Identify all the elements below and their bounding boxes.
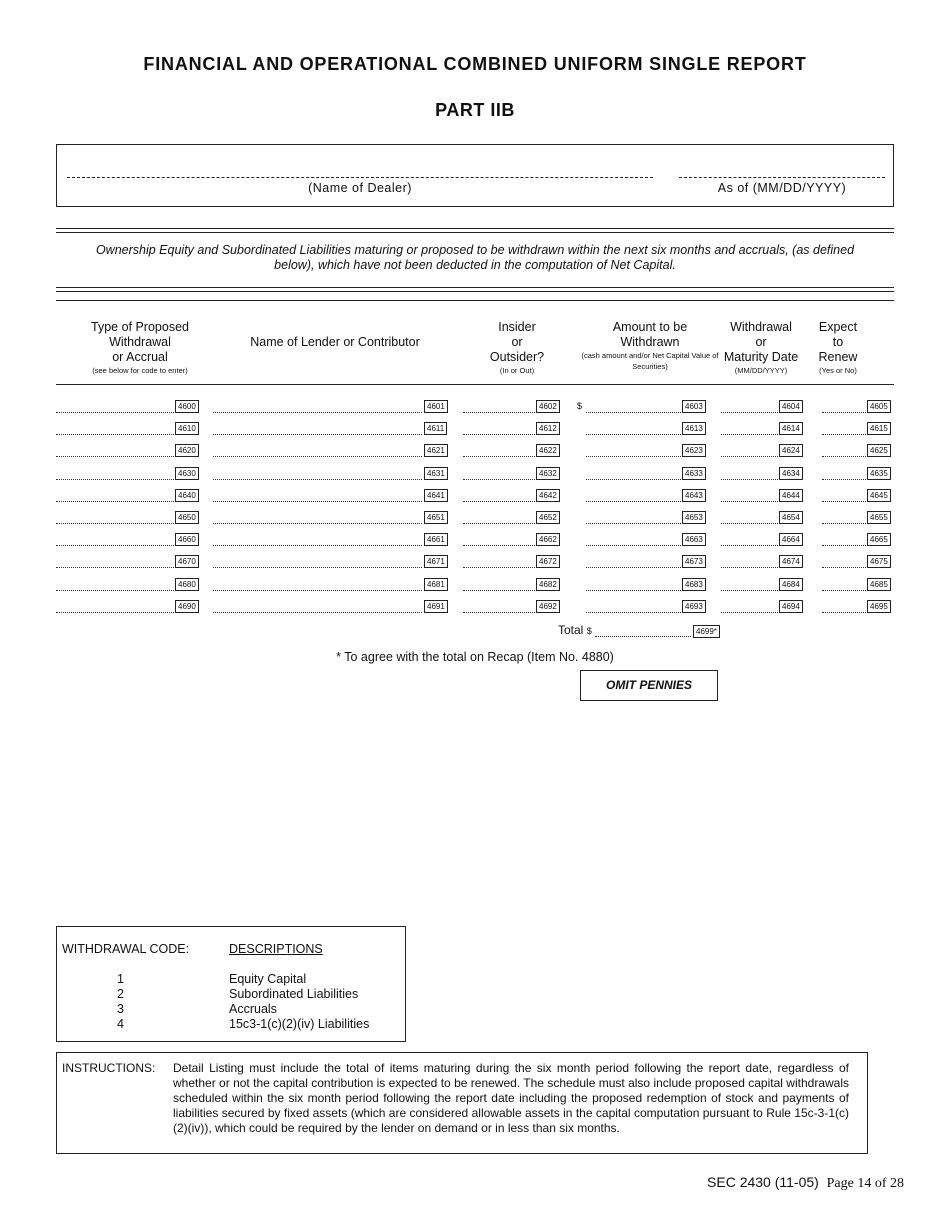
item-code-box: 4614 bbox=[779, 422, 803, 435]
entry-field[interactable] bbox=[721, 434, 778, 435]
entry-field[interactable] bbox=[56, 501, 174, 502]
item-code-box: 4661 bbox=[424, 533, 448, 546]
total-code-box: 4699* bbox=[693, 625, 720, 638]
header-divider bbox=[56, 384, 894, 385]
entry-field[interactable] bbox=[213, 456, 422, 457]
item-code-box: 4684 bbox=[779, 578, 803, 591]
item-code-box: 4674 bbox=[779, 555, 803, 568]
total-row bbox=[558, 623, 592, 637]
entry-field[interactable] bbox=[586, 501, 681, 502]
item-code-box: 4665 bbox=[867, 533, 891, 546]
column-header-note: (MM/DD/YYYY) bbox=[734, 366, 788, 375]
entry-field[interactable] bbox=[213, 567, 422, 568]
item-code-box: 4675 bbox=[867, 555, 891, 568]
withdrawal-code: 3 bbox=[117, 1002, 124, 1016]
item-code-box: 4624 bbox=[779, 444, 803, 457]
column-header bbox=[580, 320, 720, 372]
item-code-box: 4641 bbox=[424, 489, 448, 502]
entry-field[interactable] bbox=[822, 612, 866, 613]
column-header-line: Type of Proposed bbox=[91, 320, 189, 334]
instructions-box bbox=[56, 1052, 868, 1154]
item-code-box: 4625 bbox=[867, 444, 891, 457]
withdrawal-description: Subordinated Liabilities bbox=[229, 987, 359, 1001]
item-code-box: 4671 bbox=[424, 555, 448, 568]
item-code-box: 4612 bbox=[536, 422, 560, 435]
dealer-name-field[interactable] bbox=[67, 177, 653, 178]
part-title: PART IIB bbox=[435, 100, 515, 120]
entry-field[interactable] bbox=[213, 612, 422, 613]
entry-field[interactable] bbox=[56, 567, 174, 568]
divider bbox=[56, 300, 894, 301]
entry-field[interactable] bbox=[822, 456, 866, 457]
item-code-box: 4690 bbox=[175, 600, 199, 613]
entry-field[interactable] bbox=[822, 412, 866, 413]
dealer-name-label: (Name of Dealer) bbox=[308, 181, 412, 195]
divider bbox=[56, 228, 894, 229]
entry-field[interactable] bbox=[586, 545, 681, 546]
entry-field[interactable] bbox=[56, 456, 174, 457]
entry-field[interactable] bbox=[586, 567, 681, 568]
item-code-box: 4642 bbox=[536, 489, 560, 502]
item-code-box: 4662 bbox=[536, 533, 560, 546]
entry-field[interactable] bbox=[463, 434, 535, 435]
instructions-label: INSTRUCTIONS: bbox=[62, 1061, 156, 1075]
item-code-box: 4632 bbox=[536, 467, 560, 480]
column-header-line: Outsider? bbox=[489, 350, 545, 364]
entry-field[interactable] bbox=[822, 523, 866, 524]
entry-field[interactable] bbox=[721, 412, 778, 413]
entry-field[interactable] bbox=[721, 612, 778, 613]
item-code-box: 4620 bbox=[175, 444, 199, 457]
withdrawal-code: 2 bbox=[117, 987, 124, 1001]
item-code-box: 4691 bbox=[424, 600, 448, 613]
column-header-line: Insider bbox=[498, 320, 536, 334]
entry-field[interactable] bbox=[721, 501, 778, 502]
entry-field[interactable] bbox=[822, 545, 866, 546]
item-code-box: 4655 bbox=[867, 511, 891, 524]
intro-text: Ownership Equity and Subordinated Liabilities maturing or proposed to be withdrawn within the next six months and accruals, (as defined below), which have not been deducted in the computation of Net Capital. bbox=[95, 243, 855, 272]
withdrawal-description: Accruals bbox=[229, 1002, 277, 1016]
withdrawal-code-header: WITHDRAWAL CODE: bbox=[62, 942, 190, 956]
entry-field[interactable] bbox=[721, 456, 778, 457]
divider bbox=[56, 287, 894, 288]
item-code-box: 4663 bbox=[682, 533, 706, 546]
column-header bbox=[220, 335, 450, 350]
item-code-box: 4652 bbox=[536, 511, 560, 524]
footnote: * To agree with the total on Recap (Item No. 4880) bbox=[336, 650, 614, 664]
entry-field[interactable] bbox=[586, 479, 681, 480]
entry-field[interactable] bbox=[463, 523, 535, 524]
entry-field[interactable] bbox=[463, 412, 535, 413]
item-code-box: 4604 bbox=[779, 400, 803, 413]
item-code-box: 4605 bbox=[867, 400, 891, 413]
column-header-line: Name of Lender or Contributor bbox=[250, 335, 420, 349]
entry-field[interactable] bbox=[721, 590, 778, 591]
item-code-box: 4635 bbox=[867, 467, 891, 480]
column-header-line: Withdrawal bbox=[109, 335, 171, 349]
item-code-box: 4603 bbox=[682, 400, 706, 413]
item-code-box: 4673 bbox=[682, 555, 706, 568]
report-title: FINANCIAL AND OPERATIONAL COMBINED UNIFORM SINGLE REPORT bbox=[143, 54, 807, 74]
entry-field[interactable] bbox=[463, 479, 535, 480]
entry-field[interactable] bbox=[586, 412, 681, 413]
column-header-line: to bbox=[832, 335, 844, 349]
entry-field[interactable] bbox=[463, 590, 535, 591]
entry-field[interactable] bbox=[586, 590, 681, 591]
dealer-box bbox=[56, 144, 894, 207]
total-dollar-sign: $ bbox=[586, 626, 592, 636]
dollar-sign: $ bbox=[577, 401, 583, 411]
item-code-box: 4695 bbox=[867, 600, 891, 613]
entry-field[interactable] bbox=[56, 545, 174, 546]
item-code-box: 4653 bbox=[682, 511, 706, 524]
item-code-box: 4615 bbox=[867, 422, 891, 435]
entry-field[interactable] bbox=[213, 590, 422, 591]
entry-field[interactable] bbox=[463, 545, 535, 546]
item-code-box: 4613 bbox=[682, 422, 706, 435]
withdrawal-code: 4 bbox=[117, 1017, 124, 1031]
item-code-box: 4660 bbox=[175, 533, 199, 546]
entry-field[interactable] bbox=[56, 590, 174, 591]
entry-field[interactable] bbox=[213, 523, 422, 524]
entry-field[interactable] bbox=[586, 434, 681, 435]
item-code-box: 4692 bbox=[536, 600, 560, 613]
entry-field[interactable] bbox=[56, 612, 174, 613]
entry-field[interactable] bbox=[213, 412, 422, 413]
entry-field[interactable] bbox=[822, 479, 866, 480]
column-header-note: (Yes or No) bbox=[819, 366, 857, 375]
column-header-line: Withdrawn bbox=[620, 335, 680, 349]
item-code-box: 4682 bbox=[536, 578, 560, 591]
item-code-box: 4640 bbox=[175, 489, 199, 502]
column-header-note: (see below for code to enter) bbox=[92, 366, 188, 375]
entry-field[interactable] bbox=[721, 567, 778, 568]
column-header-note: (In or Out) bbox=[499, 366, 535, 375]
entry-field[interactable] bbox=[56, 434, 174, 435]
item-code-box: 4622 bbox=[536, 444, 560, 457]
item-code-box: 4611 bbox=[424, 422, 447, 435]
entry-field[interactable] bbox=[721, 479, 778, 480]
entry-field[interactable] bbox=[463, 501, 535, 502]
entry-field[interactable] bbox=[586, 523, 681, 524]
entry-field[interactable] bbox=[213, 545, 422, 546]
column-header bbox=[70, 320, 210, 376]
entry-field[interactable] bbox=[463, 456, 535, 457]
entry-field[interactable] bbox=[56, 523, 174, 524]
column-header bbox=[715, 320, 807, 376]
column-header-line: Maturity Date bbox=[723, 350, 799, 364]
column-header-line: or bbox=[511, 335, 523, 349]
entry-field[interactable] bbox=[463, 567, 535, 568]
column-header-line: or Accrual bbox=[112, 350, 168, 364]
entry-field[interactable] bbox=[213, 479, 422, 480]
column-header-note: (cash amount and/or Net Capital Value of Securities) bbox=[581, 351, 719, 371]
item-code-box: 4651 bbox=[424, 511, 448, 524]
entry-field[interactable] bbox=[822, 434, 866, 435]
item-code-box: 4621 bbox=[424, 444, 448, 457]
column-header-line: Expect bbox=[818, 320, 858, 334]
item-code-box: 4672 bbox=[536, 555, 560, 568]
item-code-box: 4645 bbox=[867, 489, 891, 502]
instructions-text: Detail Listing must include the total of items maturing during the six month period following the report date, regardless of whether or not the capital contribution is expected to be renewed. The schedule must also include proposed capital withdrawals scheduled within the six month period following the report date including the proposed redemption of stock and payments of liabilities secured by fixed assets (which are considered allowable assets in the capital computation pursuant to Rule 15c-3-1(c)(2)(iv)), which could be required by the lender on demand or in less than six months. bbox=[173, 1061, 849, 1135]
item-code-box: 4600 bbox=[175, 400, 199, 413]
entry-field[interactable] bbox=[586, 456, 681, 457]
column-header-line: Amount to be bbox=[612, 320, 688, 334]
page-footer bbox=[707, 1174, 904, 1192]
item-code-box: 4610 bbox=[175, 422, 199, 435]
item-code-box: 4602 bbox=[536, 400, 560, 413]
item-code-box: 4681 bbox=[424, 578, 448, 591]
item-code-box: 4631 bbox=[424, 467, 448, 480]
entry-field[interactable] bbox=[463, 612, 535, 613]
entry-field[interactable] bbox=[822, 590, 866, 591]
item-code-box: 4644 bbox=[779, 489, 803, 502]
withdrawal-code: 1 bbox=[117, 972, 124, 986]
entry-field[interactable] bbox=[721, 545, 778, 546]
item-code-box: 4643 bbox=[682, 489, 706, 502]
item-code-box: 4601 bbox=[424, 400, 448, 413]
item-code-box: 4664 bbox=[779, 533, 803, 546]
entry-field[interactable] bbox=[213, 434, 422, 435]
entry-field[interactable] bbox=[822, 501, 866, 502]
entry-field[interactable] bbox=[56, 412, 174, 413]
divider bbox=[56, 291, 894, 292]
divider bbox=[56, 232, 894, 233]
form-number: SEC 2430 (11-05) bbox=[707, 1174, 819, 1190]
item-code-box: 4670 bbox=[175, 555, 199, 568]
item-code-box: 4630 bbox=[175, 467, 199, 480]
column-header bbox=[462, 320, 572, 376]
entry-field[interactable] bbox=[721, 523, 778, 524]
page-number: Page 14 of 28 bbox=[826, 1176, 904, 1191]
withdrawal-description: 15c3-1(c)(2)(iv) Liabilities bbox=[229, 1017, 370, 1031]
entry-field[interactable] bbox=[586, 612, 681, 613]
entry-field[interactable] bbox=[822, 567, 866, 568]
item-code-box: 4694 bbox=[779, 600, 803, 613]
entry-field[interactable] bbox=[56, 479, 174, 480]
item-code-box: 4654 bbox=[779, 511, 803, 524]
total-amount-field[interactable] bbox=[595, 636, 691, 637]
item-code-box: 4650 bbox=[175, 511, 199, 524]
item-code-box: 4685 bbox=[867, 578, 891, 591]
item-code-box: 4623 bbox=[682, 444, 706, 457]
total-label: Total bbox=[558, 623, 584, 637]
column-header-line: or bbox=[755, 335, 767, 349]
item-code-box: 4693 bbox=[682, 600, 706, 613]
entry-field[interactable] bbox=[213, 501, 422, 502]
item-code-box: 4680 bbox=[175, 578, 199, 591]
item-code-box: 4634 bbox=[779, 467, 803, 480]
withdrawal-description: Equity Capital bbox=[229, 972, 307, 986]
item-code-box: 4633 bbox=[682, 467, 706, 480]
item-code-box: 4683 bbox=[682, 578, 706, 591]
withdrawal-code-box bbox=[56, 926, 406, 1042]
as-of-date-field[interactable] bbox=[679, 177, 885, 178]
omit-pennies-box: OMIT PENNIES bbox=[580, 670, 718, 701]
column-header-line: Withdrawal bbox=[730, 320, 792, 334]
as-of-date-label: As of (MM/DD/YYYY) bbox=[717, 181, 847, 195]
descriptions-header: DESCRIPTIONS bbox=[229, 942, 323, 956]
column-header-line: Renew bbox=[818, 350, 858, 364]
column-header bbox=[808, 320, 868, 376]
